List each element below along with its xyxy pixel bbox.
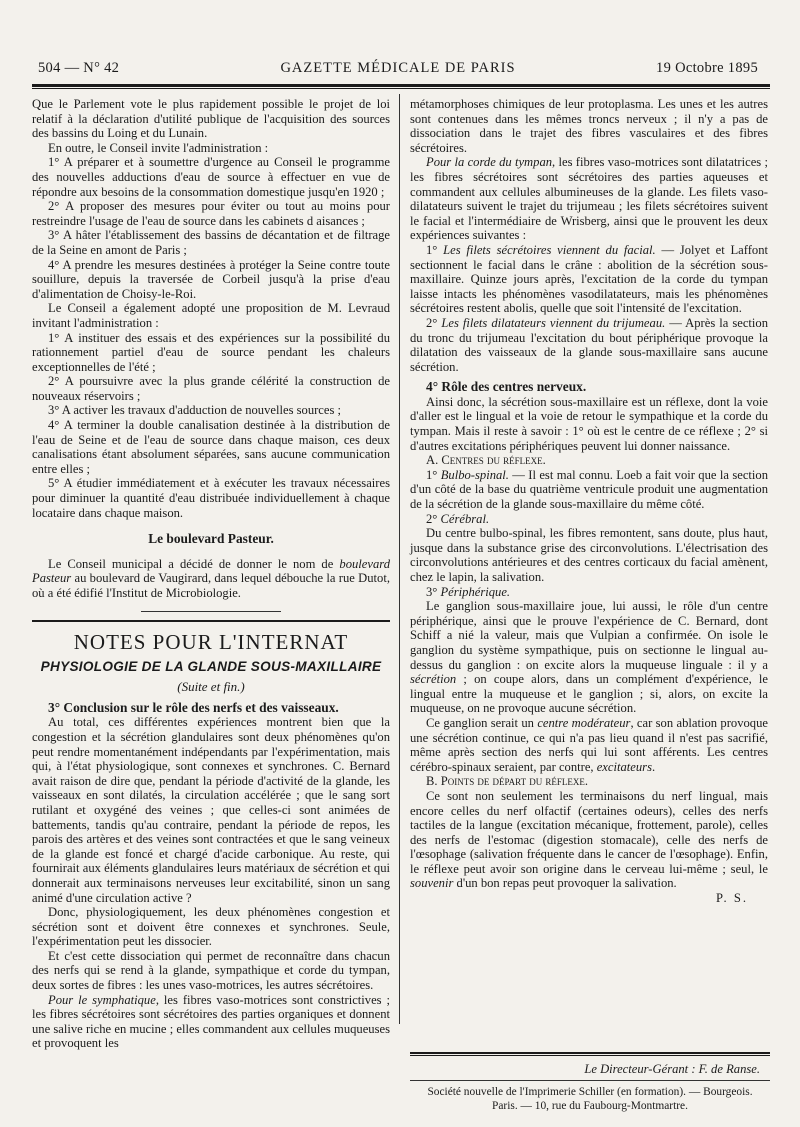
text-run: , les fibres vaso-motrices sont constrictives ; les fibres sécrétoires sont sécrétoires des parties organiques et donnent une salive riche en mucine ; elles commandent aux cellules muqueuses et provoquent les bbox=[32, 992, 391, 1051]
emphasis: centre modérateur bbox=[537, 715, 631, 730]
text-run: — Jolyet et Laffont sectionnent le facial dans le crâne : abolition de la sécrétion sous-maxillaire. Quinze jours après, l'excitation de la corde du tympan laisse intacts les phénomènes vasodilatateurs, mais les phénomènes sécrétoires restent abolis, quelle que soit l'intensité de l'excitation. bbox=[410, 242, 769, 316]
section-rule bbox=[141, 611, 281, 612]
emphasis: Pour la corde du tympan bbox=[426, 155, 553, 170]
emphasis: sécrétion bbox=[410, 672, 457, 687]
paragraph bbox=[410, 789, 768, 891]
header-rule bbox=[32, 84, 770, 89]
paragraph: Au total, ces différentes expériences montrent bien que la congestion et la sécrétion glandulaires sont deux phénomènes qu'on peut rendre momentanément indépendants par l'expérimentation, mais qui, à l'état physiologique, sont connexes et synchrones. C. Bernard avait raison de dire que, pendant la période d'activité de la glande, les vaisseaux en sont dilatés, la circulation accélérée ; que le sang sort rutilant et oxygéné des veines ; que celles-ci sont animées de battements, tandis qu'au contraire, pendant la période de repos, les parois des artères et des veines sont contractées et que le sang veineux de la glande est foncé et chargé d'acide carbonique. Au reste, qui fournirait aux éléments glandulaires leurs matériaux de sécrétion et qui donnerait aux terminaisons nerveuses leur excitabilité, sinon un sang animé d'une circulation active ? bbox=[32, 715, 390, 905]
boulevard-heading: Le boulevard Pasteur. bbox=[148, 531, 274, 547]
paragraph: En outre, le Conseil invite l'administration : bbox=[48, 140, 269, 155]
emphasis: excitateurs bbox=[596, 759, 652, 774]
paragraph bbox=[32, 557, 390, 601]
paragraph bbox=[410, 512, 768, 527]
printer-line: Société nouvelle de l'Imprimerie Schiller (en formation). — Bourgeois. bbox=[427, 1086, 753, 1098]
notes-continuation: (Suite et fin.) bbox=[177, 679, 245, 695]
page-number: 504 — N° 42 bbox=[38, 60, 120, 76]
footer-thin-rule bbox=[410, 1080, 770, 1081]
text-run: au boulevard de Vaugirard, dans lequel débouche la rue Dutot, où a été édifié l'Institut de Microbiologie. bbox=[32, 571, 390, 600]
list-item: 5° A étudier immédiatement et à exécuter les travaux nécessaires pour diminuer la quantité d'eau distribuée individuellement à chaque locataire dans chaque maison. bbox=[32, 476, 390, 520]
right-column bbox=[410, 97, 768, 906]
emphasis: Bulbo-spinal. bbox=[440, 467, 509, 482]
text-run: — Après la section du tronc du trijumeau l'excitation du bout périphérique provoque la dilatation des vaisseaux de la glande sous-maxillaire sans aucune sécrétion. bbox=[410, 315, 768, 374]
list-item: 3° A activer les travaux d'adduction de nouvelles sources ; bbox=[48, 403, 342, 418]
paragraph bbox=[410, 316, 768, 374]
paragraph bbox=[410, 468, 768, 512]
text-run: , car son ablation provoque une sécrétion continue, ce qui n'a pas lieu quand il n'est pas sacrifié, même après section des nerfs qui lui sont afférents. Les centres cérébro-spinaux seraient, par contre, bbox=[410, 715, 768, 774]
text-run: Ce ganglion serait un bbox=[426, 715, 538, 730]
list-item: 4° A terminer la double canalisation destinée à la distribution de l'eau de Seine et de l'eau de source dans chaque maison, ces deux canalisations étant absolument séparées, sans aucune communication entre elles ; bbox=[32, 418, 390, 476]
text-run: d'un bon repas peut provoquer la salivation. bbox=[453, 876, 677, 891]
emphasis: Cérébral. bbox=[440, 511, 490, 526]
paragraph: Le Conseil a également adopté une proposition de M. Levraud invitant l'administration : bbox=[32, 301, 390, 330]
paragraph: Donc, physiologiquement, les deux phénomènes congestion et sécrétion sont et doivent être connexes et synchrones. Seule, l'expérimentation peut les dissocier. bbox=[32, 905, 390, 949]
paragraph bbox=[410, 599, 768, 716]
text-run: — Il est mal connu. Loeb a fait voir que la section d'un côté de la base du quatrième ventricule produit une augmentation de la sécrétion de la glande sous-maxillaire du même côté. bbox=[410, 467, 768, 512]
paragraph: Ainsi donc, la sécrétion sous-maxillaire est un réflexe, dont la voie d'aller est le lingual et la voie de retour le sympathique et la corde du tympan. Mais il reste à savoir : 1° où est le centre de ce réflexe ; 2° si d'autres excitations périphériques peuvent lui donner naissance. bbox=[410, 394, 768, 453]
text-run: 1° bbox=[426, 242, 444, 257]
running-header bbox=[38, 60, 758, 78]
column-divider bbox=[399, 94, 400, 1024]
text-run: Le Conseil municipal a décidé de donner le nom de bbox=[48, 556, 340, 571]
section-heading: 4° Rôle des centres nerveux. bbox=[426, 379, 587, 395]
issue-date: 19 Octobre 1895 bbox=[656, 60, 758, 76]
paragraph: Du centre bulbo-spinal, les fibres remontent, sans doute, plus haut, jusque dans la substance grise des circonvolutions. L'électrisation des circonvolutions antérieures et des centres corticaux du facial amènent, chez le lapin, la salivation. bbox=[410, 526, 768, 584]
notes-section bbox=[32, 620, 390, 1051]
emphasis: Les filets dilatateurs viennent du trijumeau. bbox=[441, 315, 666, 330]
list-item: 4° A prendre les mesures destinées à protéger la Seine contre toute souillure, depuis la traversée de Corbeil jusqu'à la prise d'eau d'alimentation de Choisy-le-Roi. bbox=[32, 257, 390, 301]
text-run: 1° bbox=[426, 467, 441, 482]
text-run: . bbox=[651, 759, 656, 774]
text-run: 3° bbox=[426, 584, 441, 599]
text-run: 2° bbox=[426, 511, 441, 526]
list-item: 2° A proposer des mesures pour éviter ou tout au moins pour restreindre l'usage de l'eau de source dans les cabinets d aisances ; bbox=[32, 199, 390, 228]
paragraph bbox=[410, 243, 768, 316]
text-run: , les fibres vaso-motrices sont dilatatrices ; les fibres sécrétoires sont sécrétoires des parties aqueuses et commandent aux cellules albumineuses de la glande. Les filets vaso-dilatateurs suivent le trajet du trijumeau ; les filets sécrétoires suivent le facial et l'intermédiaire de Wrisberg, ainsi que le prouvent les deux expériences suivantes : bbox=[410, 155, 769, 243]
notes-title: NOTES POUR L'INTERNAT bbox=[73, 629, 349, 654]
paragraph: Que le Parlement vote le plus rapidement possible le projet de loi relatif à la déclaration d'utilité publique de l'acquisition des sources des bassins du Loing et du Lunain. bbox=[32, 97, 390, 141]
text-run: ; on coupe alors, dans un complément d'expérience, le lingual entre la muqueuse et le ganglion ; si, alors, on excite la muqueuse, on ne provoque aucune sécrétion. bbox=[410, 672, 768, 716]
paragraph bbox=[32, 993, 390, 1051]
footer-rule bbox=[410, 1052, 770, 1056]
text-run: 2° bbox=[426, 315, 442, 330]
notes-subtitle: PHYSIOLOGIE DE LA GLANDE SOUS-MAXILLAIRE bbox=[40, 658, 382, 674]
text-run: Le ganglion sous-maxillaire joue, lui aussi, le rôle d'un centre périphérique, ainsi que le prouve l'expérience de C. Bernard, dont Schiff a nié la valeur, mais que Vulpian a confirmée. On isole le ganglion du système sympathique, puis on sectionne le lingual au-dessus du ganglion : on excite alors la muqueuse linguale : il y a bbox=[410, 599, 768, 672]
paragraph bbox=[410, 155, 768, 243]
subsection-heading: A. Centres du réflexe. bbox=[426, 453, 546, 468]
emphasis: Les filets sécrétoires viennent du facial. bbox=[443, 242, 656, 257]
emphasis: Pour le symphatique bbox=[48, 992, 156, 1007]
text-run: Ce sont non seulement les terminaisons du nerf lingual, mais encore celles du nerf olfactif (certaines odeurs), celles des nerfs tactiles de la langue (excitation mécanique, frottement, parole), celles des nerfs de l'estomac (digestion stomacale), celle des nerfs de l'œsophage (salivation fréquente dans le cancer de l'œsophage). Enfin, le réflexe peut avoir son origine dans le cerveau lui-même ; seul, le bbox=[410, 788, 768, 876]
signature: P. S. bbox=[715, 891, 748, 906]
emphasis: souvenir bbox=[410, 876, 454, 891]
paragraph bbox=[410, 716, 768, 774]
paragraph bbox=[410, 585, 768, 600]
emphasis: boulevard Pasteur bbox=[32, 556, 390, 586]
list-item: 1° A préparer et à soumettre d'urgence au Conseil le programme des nouvelles adductions d'eau de source à effectuer en vue de répondre aux besoins de la consommation domestique jusqu'en 1920 ; bbox=[32, 155, 390, 199]
journal-title: GAZETTE MÉDICALE DE PARIS bbox=[280, 60, 516, 76]
printer-imprint bbox=[410, 1086, 770, 1113]
printer-address: Paris. — 10, rue du Faubourg-Montmartre. bbox=[492, 1099, 688, 1112]
section-heading: 3° Conclusion sur le rôle des nerfs et des vaisseaux. bbox=[48, 699, 339, 715]
list-item: 2° A poursuivre avec la plus grande célérité la construction de nouveaux réservoirs ; bbox=[32, 374, 390, 403]
paragraph: Et c'est cette dissociation qui permet de reconnaître dans chacun des nerfs qui se rend à la glande, sympathique et corde du tympan, deux sortes de fibres : les unes vaso-motrices, les autres sécrétoires. bbox=[32, 948, 390, 993]
left-column bbox=[32, 97, 390, 1051]
emphasis: Périphérique. bbox=[440, 584, 511, 599]
subsection-heading: B. Points de départ du réflexe. bbox=[426, 774, 589, 789]
director-line: Le Directeur-Gérant : F. de Ranse. bbox=[584, 1062, 760, 1076]
list-item: 3° A hâter l'établissement des bassins de décantation et de filtrage de la Seine en amont de Paris ; bbox=[32, 228, 390, 257]
list-item: 1° A instituer des essais et des expériences sur la possibilité du rationnement partiel d'eau de source pendant les chaleurs exceptionnelles de l'été ; bbox=[32, 330, 390, 374]
paragraph: métamorphoses chimiques de leur protoplasma. Les unes et les autres sont contenues dans les mêmes troncs nerveux ; il n'y a pas de dissociation dans le trajet des fibres vasculaires et des fibres sécrétoires. bbox=[410, 97, 768, 155]
